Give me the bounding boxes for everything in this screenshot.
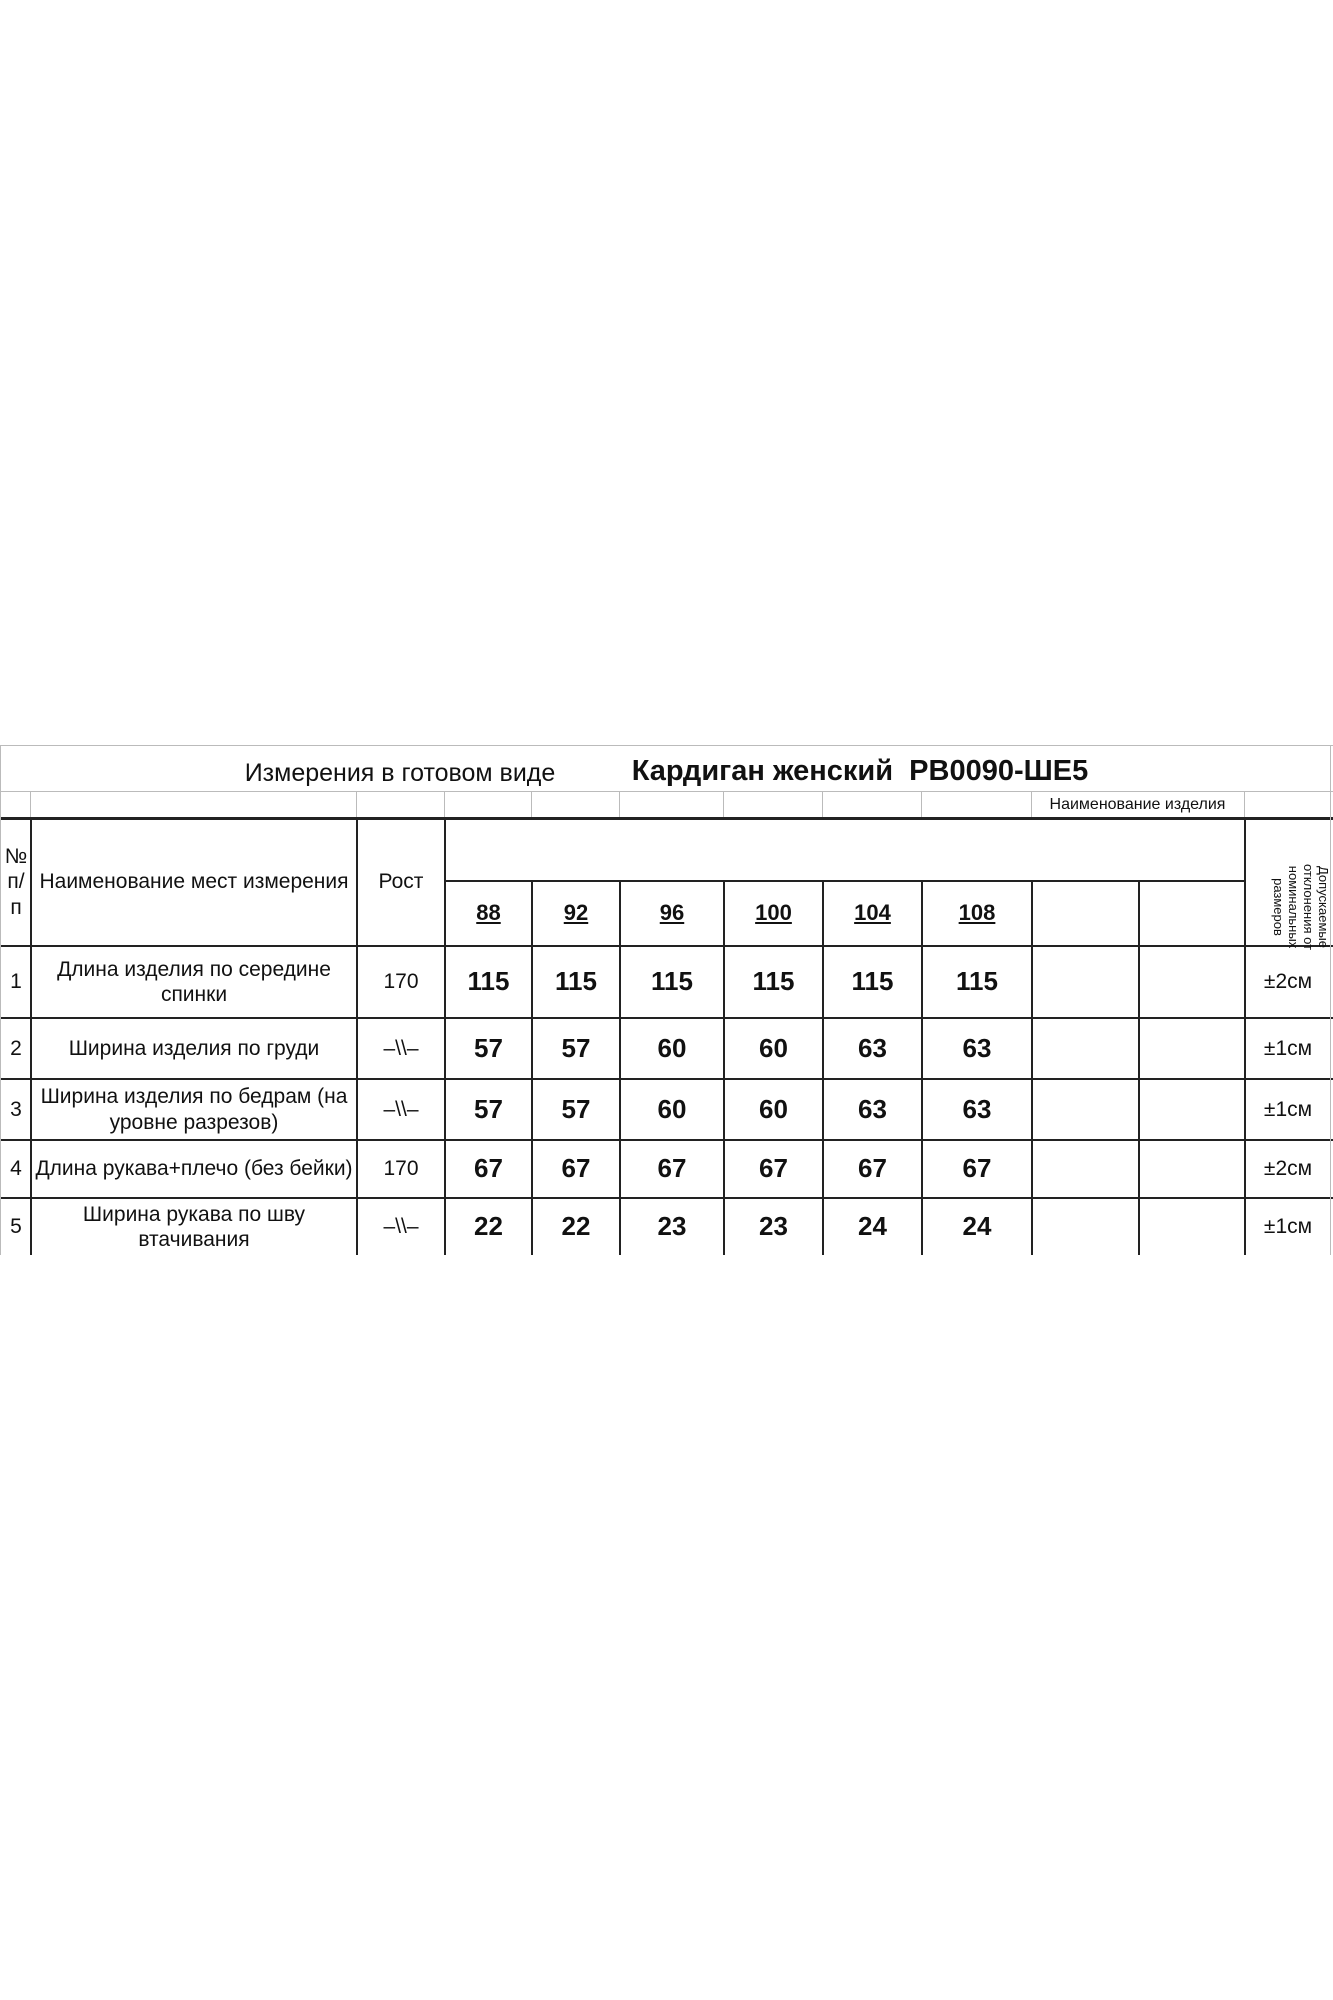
- size-value: 63: [962, 1032, 992, 1063]
- size-header: [1033, 882, 1138, 945]
- size-header: 108: [958, 900, 996, 926]
- row-tolerance: ±1см: [1263, 1215, 1313, 1239]
- size-value: [1033, 947, 1138, 1017]
- size-value: 67: [962, 1153, 992, 1184]
- item-name-label: Наименование изделия: [1049, 796, 1226, 814]
- size-value: [1140, 1199, 1244, 1255]
- row-place: Длина изделия по середине спинки: [57, 957, 331, 1006]
- header-place: Наименование мест измерения: [39, 870, 349, 894]
- size-value: [1140, 1080, 1244, 1139]
- size-value: 63: [858, 1093, 887, 1124]
- size-value: 67: [759, 1153, 788, 1184]
- size-header: 96: [659, 900, 685, 926]
- size-value: 67: [474, 1153, 503, 1184]
- size-header: 92: [563, 900, 589, 926]
- header-height: Рост: [378, 870, 424, 894]
- row-height: –\\–: [383, 1097, 419, 1121]
- subtitle: Измерения в готовом виде: [244, 759, 556, 787]
- row-height: –\\–: [383, 1036, 419, 1060]
- header-tolerance: Допускаемые отклонения от номинальных размеров: [1271, 863, 1331, 951]
- row-tolerance: ±2см: [1263, 970, 1313, 994]
- size-value: 57: [561, 1032, 591, 1063]
- size-value: 57: [561, 1093, 591, 1124]
- row-height: 170: [383, 970, 419, 994]
- size-value: 115: [651, 966, 693, 997]
- size-value: 60: [657, 1093, 687, 1124]
- size-header: 88: [476, 900, 501, 926]
- row-num: 4: [10, 1157, 22, 1181]
- size-value: [1140, 1019, 1244, 1078]
- size-value: [1140, 1141, 1244, 1197]
- size-value: 67: [657, 1153, 687, 1184]
- row-place: Длина рукава+плечо (без бейки): [35, 1157, 353, 1181]
- row-height: –\\–: [383, 1215, 419, 1239]
- size-header: 100: [755, 900, 792, 926]
- size-value: 24: [962, 1211, 992, 1242]
- size-value: 23: [657, 1211, 687, 1242]
- size-value: 22: [474, 1211, 503, 1242]
- size-value: 24: [858, 1211, 887, 1242]
- header-num: № п/ п: [4, 845, 28, 919]
- size-value: 115: [752, 966, 795, 997]
- size-value: 22: [561, 1211, 591, 1242]
- size-value: 67: [561, 1153, 591, 1184]
- size-header: [1140, 882, 1244, 945]
- size-value: 63: [858, 1032, 887, 1063]
- size-value: [1033, 1019, 1138, 1078]
- row-num: 5: [10, 1215, 22, 1239]
- size-value: 115: [467, 966, 510, 997]
- size-value: 60: [759, 1032, 788, 1063]
- row-place: Ширина рукава по шву втачивания: [82, 1202, 306, 1251]
- row-tolerance: ±1см: [1263, 1097, 1313, 1121]
- size-value: [1033, 1141, 1138, 1197]
- row-height: 170: [383, 1157, 419, 1181]
- size-value: [1033, 1080, 1138, 1139]
- size-value: 115: [851, 966, 894, 997]
- size-value: 57: [474, 1032, 503, 1063]
- size-value: 57: [474, 1093, 503, 1124]
- page-title: Кардиган женский РВ0090-ШЕ5: [631, 754, 1089, 787]
- size-value: 60: [759, 1093, 788, 1124]
- size-header: 104: [854, 900, 891, 926]
- row-place: Ширина изделия по груди: [68, 1036, 320, 1060]
- size-value: 67: [858, 1153, 887, 1184]
- size-value: 115: [555, 966, 597, 997]
- row-num: 1: [10, 970, 22, 994]
- size-value: 115: [956, 966, 998, 997]
- row-tolerance: ±2см: [1263, 1157, 1313, 1181]
- row-num: 2: [10, 1036, 22, 1060]
- size-value: 63: [962, 1093, 992, 1124]
- size-value: [1033, 1199, 1138, 1255]
- size-value: 60: [657, 1032, 687, 1063]
- measurement-table: [0, 745, 1333, 1255]
- row-tolerance: ±1см: [1263, 1036, 1313, 1060]
- row-num: 3: [10, 1097, 22, 1121]
- row-place: Ширина изделия по бедрам (на уровне разрезов): [40, 1085, 348, 1134]
- size-value: 23: [759, 1211, 788, 1242]
- size-value: [1140, 947, 1244, 1017]
